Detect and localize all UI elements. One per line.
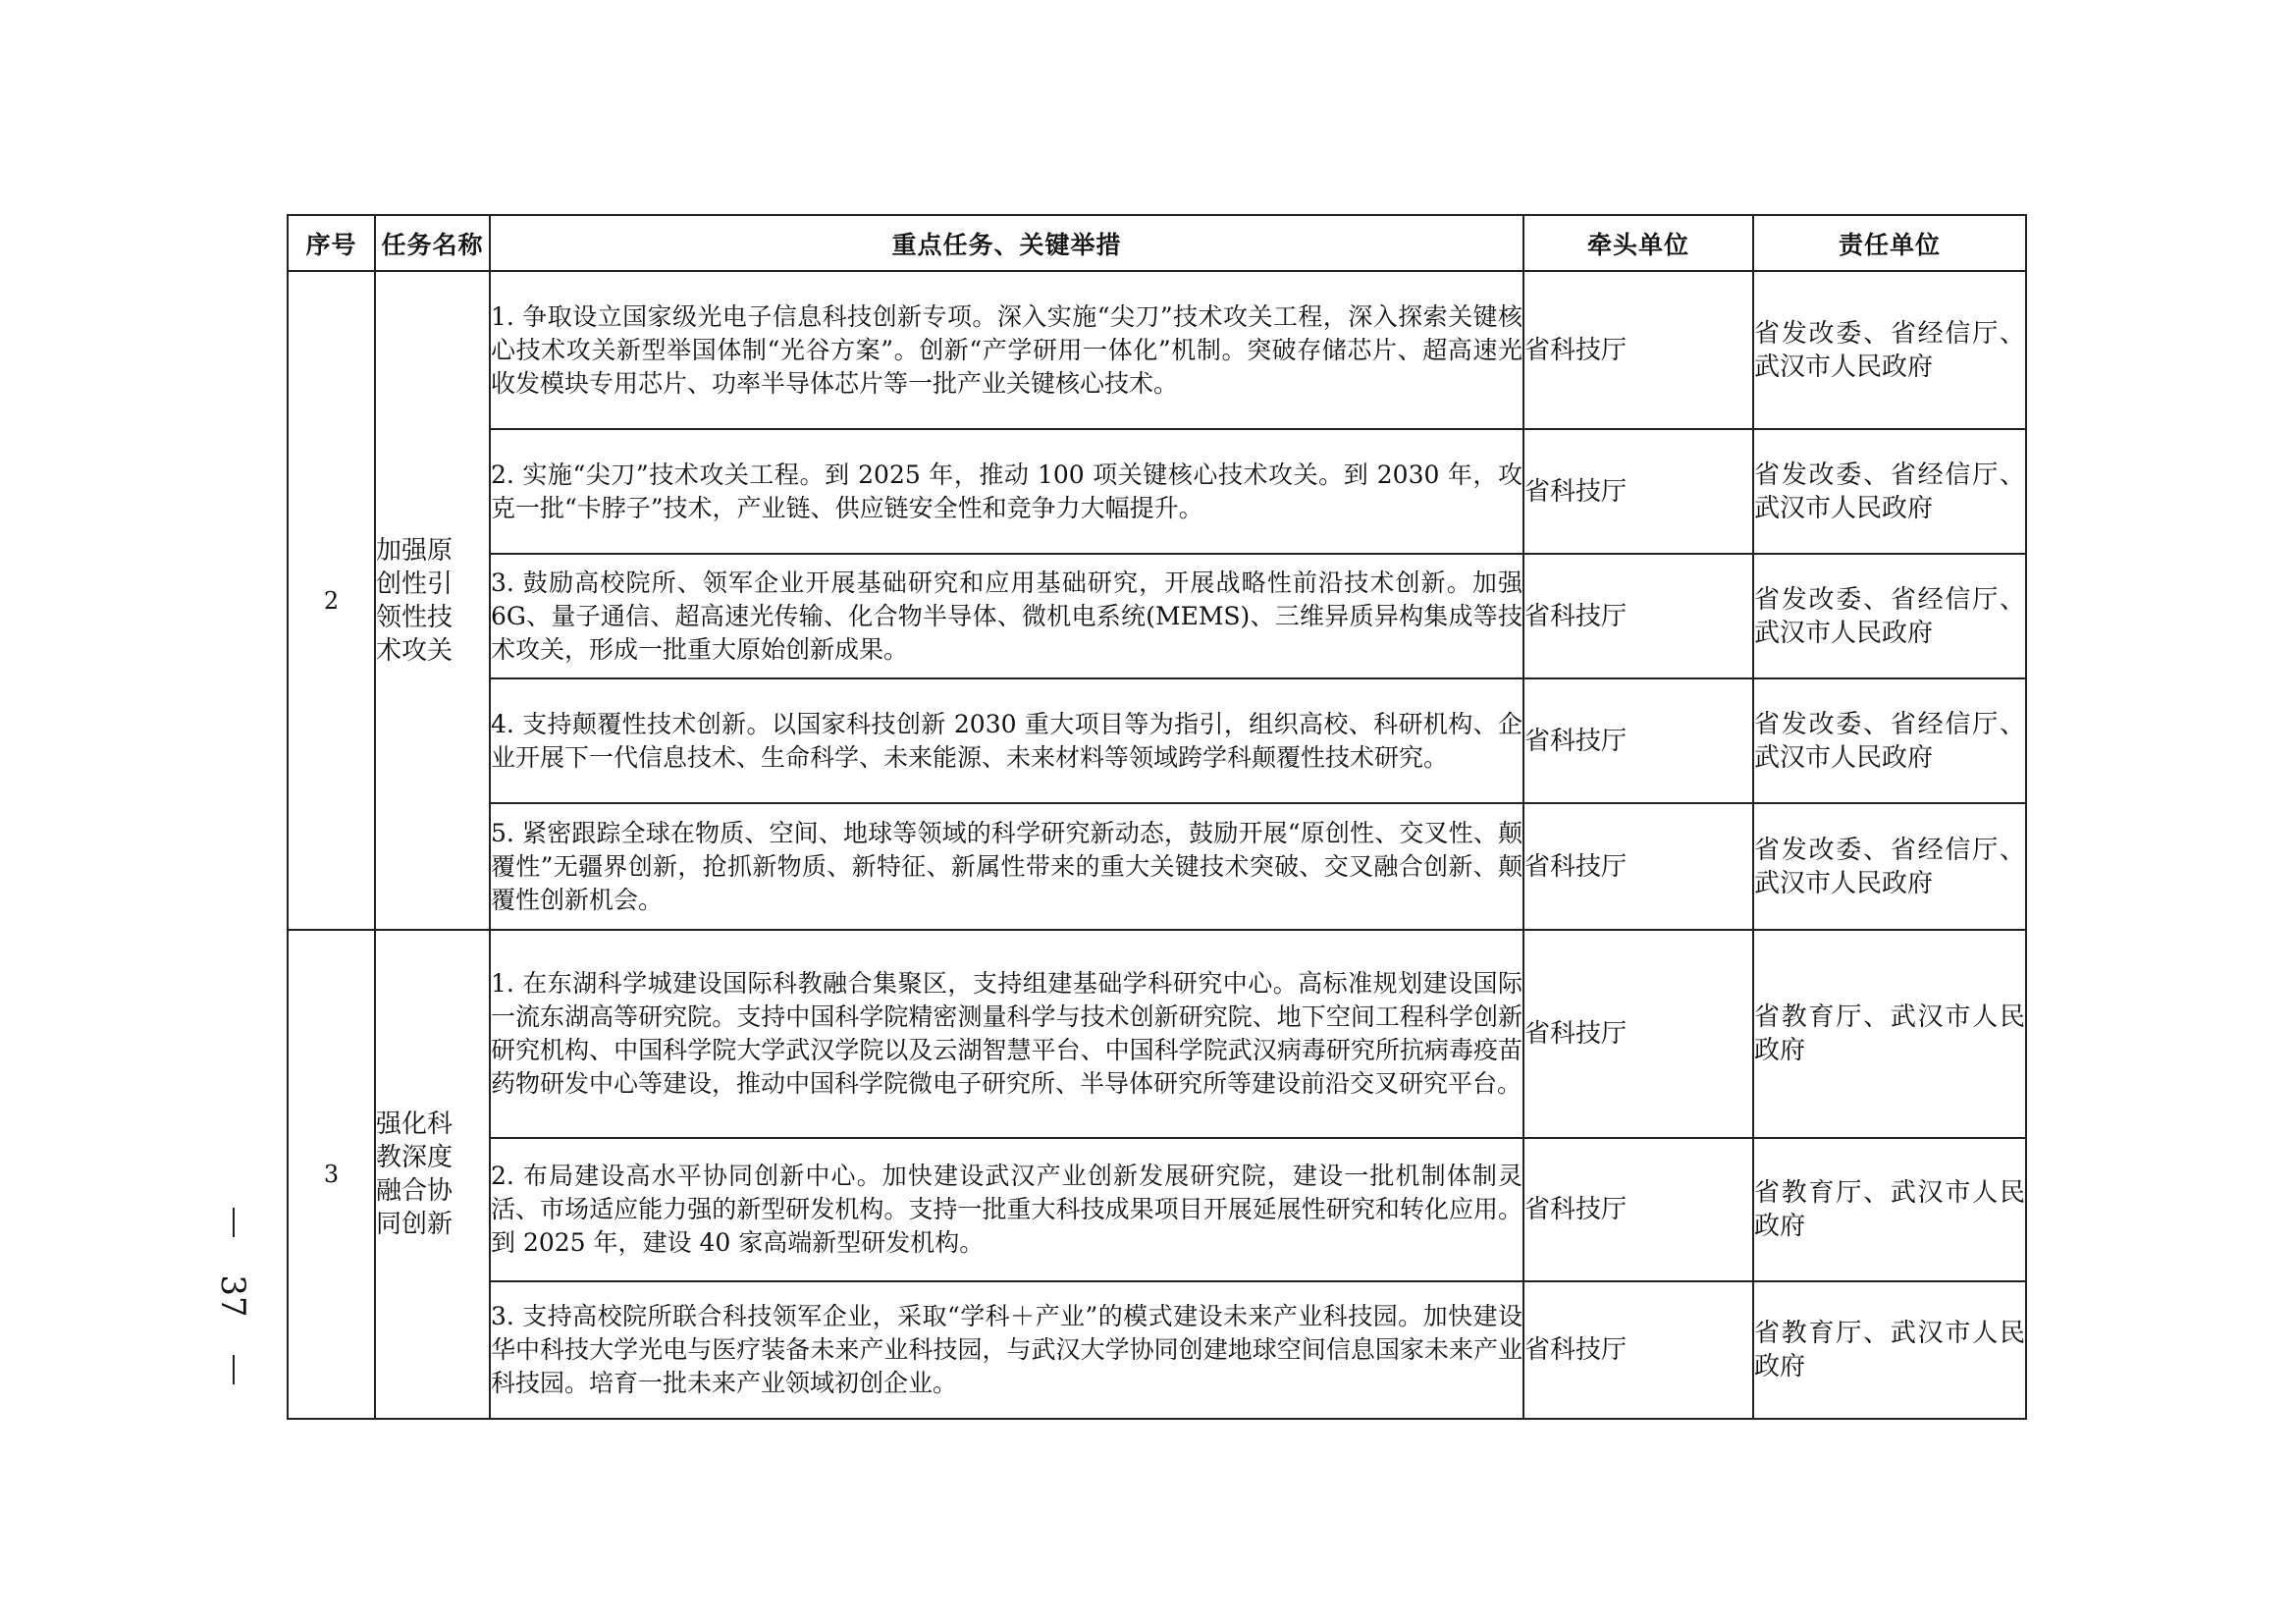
header-task-name: 任务名称 (375, 215, 490, 271)
page-number (210, 1208, 259, 1384)
responsible-unit: 省发改委、省经信厅、武汉市人民政府 (1753, 554, 2026, 678)
task-name (375, 271, 490, 930)
table-row (288, 429, 2026, 554)
responsible-unit: 省发改委、省经信厅、武汉市人民政府 (1753, 803, 2026, 930)
task-name (375, 930, 490, 1419)
header-responsible-unit: 责任单位 (1753, 215, 2026, 271)
table-header-row (288, 215, 2026, 271)
group-number: 3 (288, 930, 375, 1419)
page-number-dash (233, 1208, 235, 1237)
table-row (288, 803, 2026, 930)
responsible-unit: 省教育厅、武汉市人民政府 (1753, 1281, 2026, 1419)
task-name-line: 教深度 (376, 1143, 454, 1172)
task-name-line: 加强原 (376, 535, 454, 566)
lead-unit: 省科技厅 (1523, 429, 1753, 554)
measure-text: 4. 支持颠覆性技术创新。以国家科技创新 2030 重大项目等为指引，组织高校、科研机构、企业开展下一代信息技术、生命科学、未来能源、未来材料等领域跨学科颠覆性技术研究。 (490, 678, 1523, 803)
table-row (288, 678, 2026, 803)
page-number-dash (233, 1355, 235, 1384)
header-key-measures: 重点任务、关键举措 (490, 215, 1523, 271)
task-name-line: 创性引 (376, 568, 454, 599)
table-row (288, 930, 2026, 1138)
task-table (287, 214, 2027, 1420)
header-seq: 序号 (288, 215, 375, 271)
measure-text: 3. 鼓励高校院所、领军企业开展基础研究和应用基础研究，开展战略性前沿技术创新。加强 6G、量子通信、超高速光传输、化合物半导体、微机电系统(MEMS)、三维异质异构集成等技术攻关，形成一批重大原始创新成果。 (490, 554, 1523, 678)
measure-text: 2. 实施“尖刀”技术攻关工程。到 2025 年，推动 100 项关键核心技术攻关。到 2030 年，攻克一批“卡脖子”技术，产业链、供应链安全性和竞争力大幅提升。 (490, 429, 1523, 554)
lead-unit: 省科技厅 (1523, 1281, 1753, 1419)
responsible-unit: 省教育厅、武汉市人民政府 (1753, 930, 2026, 1138)
lead-unit: 省科技厅 (1523, 554, 1753, 678)
measure-text: 2. 布局建设高水平协同创新中心。加快建设武汉产业创新发展研究院，建设一批机制体制灵活、市场适应能力强的新型研发机构。支持一批重大科技成果项目开展延展性研究和转化应用。到 2025 年，建设 40 家高端新型研发机构。 (490, 1138, 1523, 1281)
table-row (288, 554, 2026, 678)
task-name-line: 术攻关 (376, 635, 454, 666)
task-name-line: 融合协 (376, 1176, 454, 1206)
table-row (288, 271, 2026, 429)
group-number: 2 (288, 271, 375, 930)
lead-unit: 省科技厅 (1523, 930, 1753, 1138)
task-name-line: 同创新 (376, 1210, 454, 1239)
responsible-unit: 省教育厅、武汉市人民政府 (1753, 1138, 2026, 1281)
lead-unit: 省科技厅 (1523, 803, 1753, 930)
table-row (288, 1138, 2026, 1281)
measure-text: 1. 在东湖科学城建设国际科教融合集聚区，支持组建基础学科研究中心。高标准规划建设国际一流东湖高等研究院。支持中国科学院精密测量科学与技术创新研究院、地下空间工程科学创新研究机构、中国科学院大学武汉学院以及云湖智慧平台、中国科学院武汉病毒研究所抗病毒疫苗药物研发中心等建设，推动中国科学院微电子研究所、半导体研究所等建设前沿交叉研究平台。 (490, 930, 1523, 1138)
table-row (288, 1281, 2026, 1419)
lead-unit: 省科技厅 (1523, 1138, 1753, 1281)
header-lead-unit: 牵头单位 (1523, 215, 1753, 271)
lead-unit: 省科技厅 (1523, 271, 1753, 429)
task-name-line: 强化科 (376, 1110, 454, 1139)
responsible-unit: 省发改委、省经信厅、武汉市人民政府 (1753, 429, 2026, 554)
page-number-text: 37 (213, 1274, 252, 1318)
measure-text: 1. 争取设立国家级光电子信息科技创新专项。深入实施“尖刀”技术攻关工程，深入探索关键核心技术攻关新型举国体制“光谷方案”。创新“产学研用一体化”机制。突破存储芯片、超高速光收发模块专用芯片、功率半导体芯片等一批产业关键核心技术。 (490, 271, 1523, 429)
task-name-line: 领性技 (376, 602, 454, 632)
measure-text: 5. 紧密跟踪全球在物质、空间、地球等领域的科学研究新动态，鼓励开展“原创性、交叉性、颠覆性”无疆界创新，抢抓新物质、新特征、新属性带来的重大关键技术突破、交叉融合创新、颠覆性创新机会。 (490, 803, 1523, 930)
measure-text: 3. 支持高校院所联合科技领军企业，采取“学科＋产业”的模式建设未来产业科技园。加快建设华中科技大学光电与医疗装备未来产业科技园，与武汉大学协同创建地球空间信息国家未来产业科技园。培育一批未来产业领域初创企业。 (490, 1281, 1523, 1419)
lead-unit: 省科技厅 (1523, 678, 1753, 803)
responsible-unit: 省发改委、省经信厅、武汉市人民政府 (1753, 271, 2026, 429)
responsible-unit: 省发改委、省经信厅、武汉市人民政府 (1753, 678, 2026, 803)
